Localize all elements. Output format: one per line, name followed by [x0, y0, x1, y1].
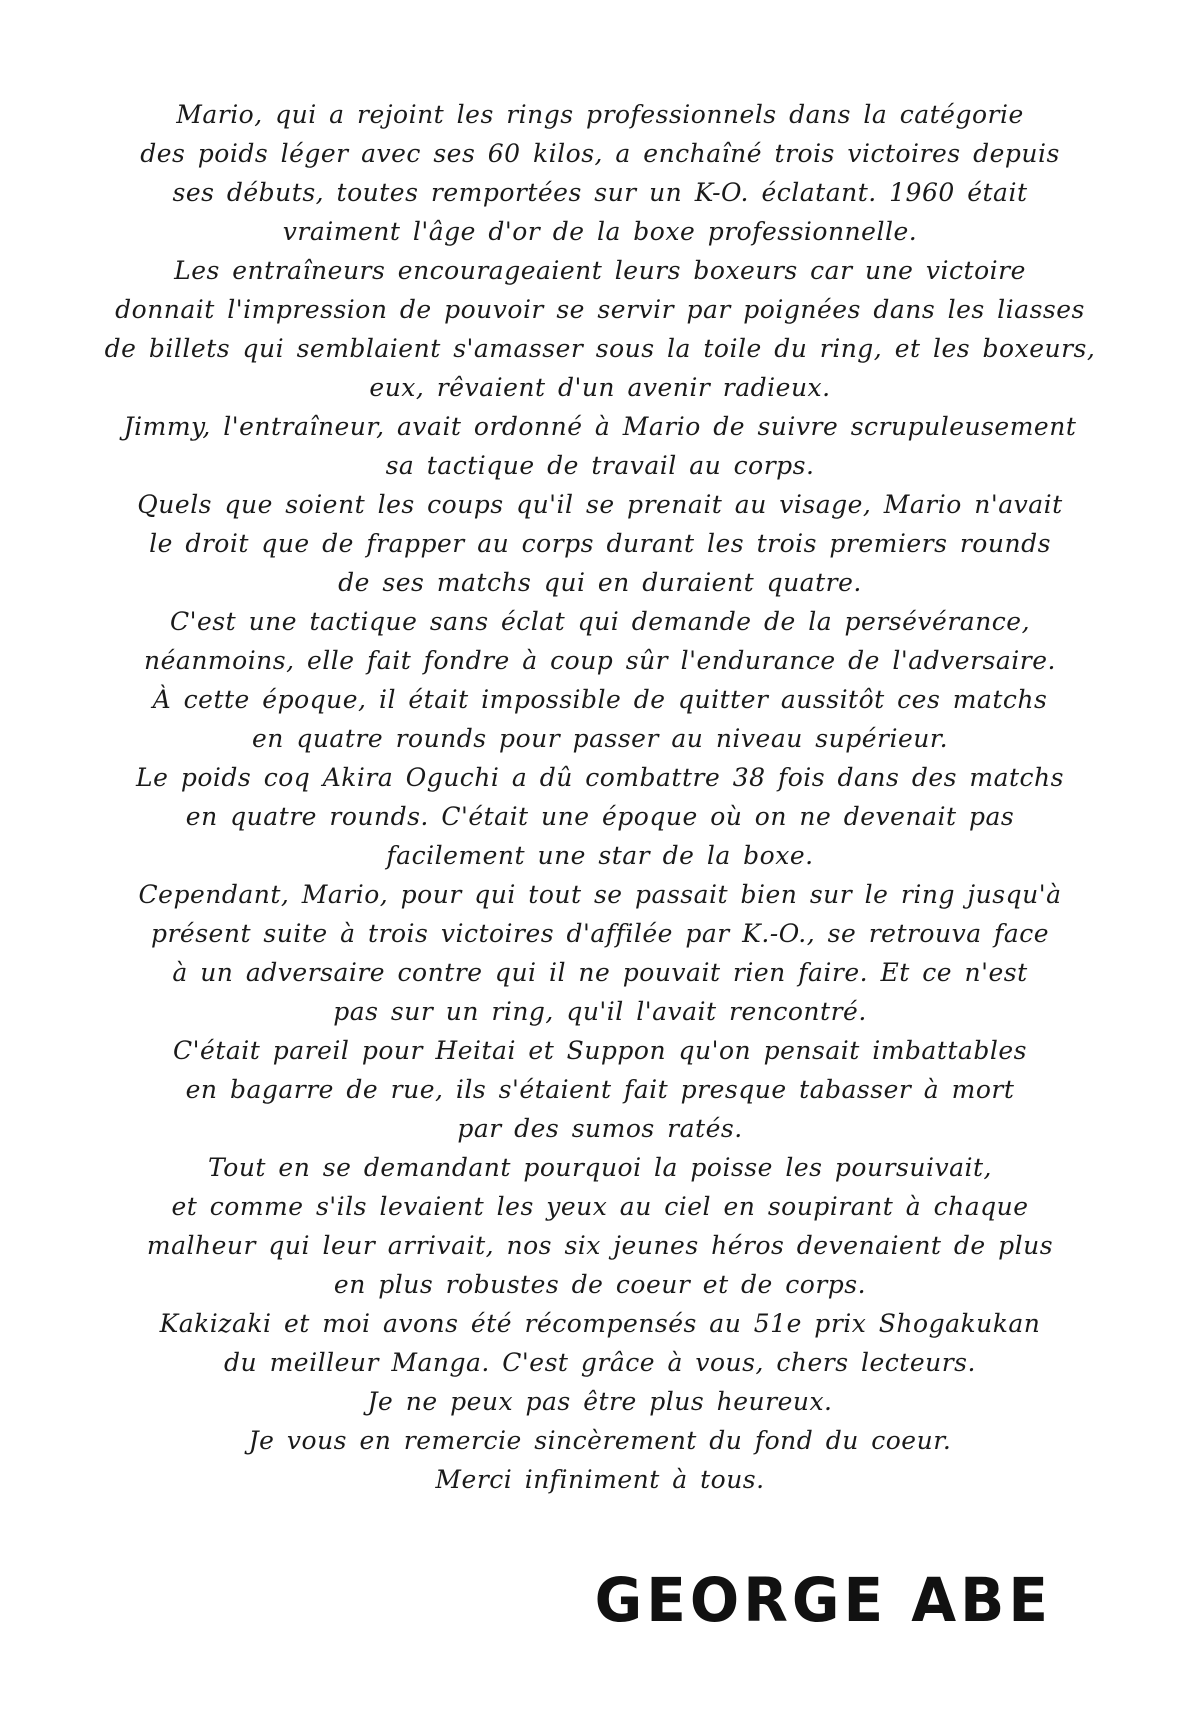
letter-line: vraiment l'âge d'or de la boxe professionnelle. — [282, 217, 918, 246]
letter-text — [100, 95, 1100, 1499]
letter-line: Les entraîneurs encourageaient leurs boxeurs car une victoire — [174, 256, 1026, 285]
letter-line: des poids léger avec ses 60 kilos, a enchaîné trois victoires depuis — [140, 139, 1060, 168]
letter-line: malheur qui leur arrivait, nos six jeunes héros devenaient de plus — [146, 1231, 1054, 1260]
letter-line: Merci infiniment à tous. — [435, 1465, 765, 1494]
letter-line: donnait l'impression de pouvoir se servir par poignées dans les liasses — [115, 295, 1085, 324]
letter-line: Kakizaki et moi avons été récompensés au 51e prix Shogakukan — [159, 1309, 1041, 1338]
letter-line: néanmoins, elle fait fondre à coup sûr l'endurance de l'adversaire. — [144, 646, 1056, 675]
letter-line: facilement une star de la boxe. — [386, 841, 814, 870]
letter-line: présent suite à trois victoires d'affilée par K.-O., se retrouva face — [150, 919, 1050, 948]
letter-line: en plus robustes de coeur et de corps. — [333, 1270, 867, 1299]
letter-line: Le poids coq Akira Oguchi a dû combattre 38 fois dans des matchs — [136, 763, 1064, 792]
letter-line: Mario, qui a rejoint les rings professionnels dans la catégorie — [176, 100, 1024, 129]
letter-line: en quatre rounds pour passer au niveau supérieur. — [251, 724, 949, 753]
letter-line: en quatre rounds. C'était une époque où on ne devenait pas — [185, 802, 1015, 831]
letter-line: le droit que de frapper au corps durant les trois premiers rounds — [149, 529, 1051, 558]
letter-line: par des sumos ratés. — [457, 1114, 743, 1143]
letter-line: et comme s'ils levaient les yeux au ciel en soupirant à chaque — [171, 1192, 1029, 1221]
letter-line: en bagarre de rue, ils s'étaient fait presque tabasser à mort — [185, 1075, 1015, 1104]
letter-line: sa tactique de travail au corps. — [385, 451, 815, 480]
letter-line: eux, rêvaient d'un avenir radieux. — [369, 373, 831, 402]
letter-line: Quels que soient les coups qu'il se prenait au visage, Mario n'avait — [137, 490, 1063, 519]
letter-line: de billets qui semblaient s'amasser sous la toile du ring, et les boxeurs, — [104, 334, 1096, 363]
letter-line: du meilleur Manga. C'est grâce à vous, chers lecteurs. — [224, 1348, 976, 1377]
letter-line: Je vous en remercie sincèrement du fond du coeur. — [248, 1426, 952, 1455]
letter-line: de ses matchs qui en duraient quatre. — [338, 568, 862, 597]
letter-line: À cette époque, il était impossible de quitter aussitôt ces matchs — [152, 685, 1048, 714]
letter-line: Jimmy, l'entraîneur, avait ordonné à Mario de suivre scrupuleusement — [123, 412, 1077, 441]
letter-line: C'est une tactique sans éclat qui demande de la persévérance, — [169, 607, 1031, 636]
letter-line: C'était pareil pour Heitai et Suppon qu'on pensait imbattables — [173, 1036, 1027, 1065]
letter-line: Cependant, Mario, pour qui tout se passait bien sur le ring jusqu'à — [138, 880, 1062, 909]
letter-line: Je ne peux pas être plus heureux. — [367, 1387, 833, 1416]
author-signature: GEORGE ABE — [594, 1564, 1052, 1636]
letter-line: à un adversaire contre qui il ne pouvait rien faire. Et ce n'est — [172, 958, 1028, 987]
letter-line: Tout en se demandant pourquoi la poisse les poursuivait, — [208, 1153, 992, 1182]
letter-line: ses débuts, toutes remportées sur un K-O. éclatant. 1960 était — [172, 178, 1028, 207]
letter-line: pas sur un ring, qu'il l'avait rencontré. — [333, 997, 867, 1026]
